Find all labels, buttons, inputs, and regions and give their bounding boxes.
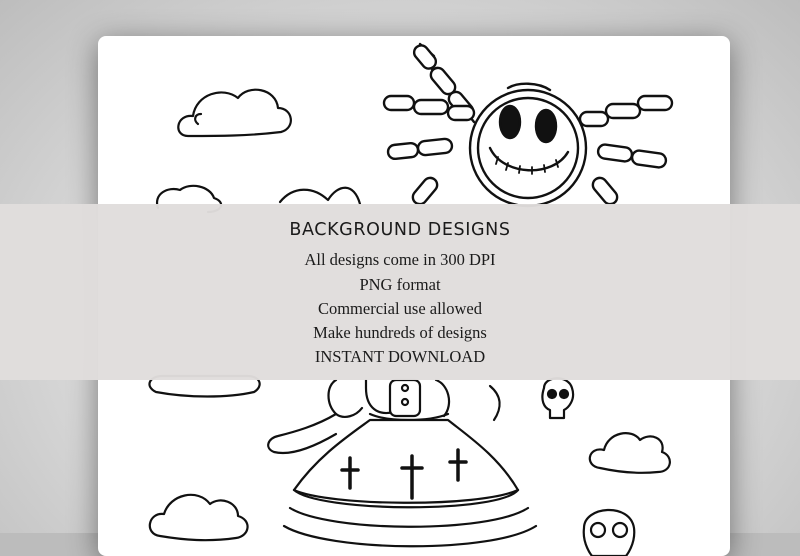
banner-line-format: PNG format [359,275,441,294]
info-banner [0,204,800,380]
banner-line-designs: Make hundreds of designs [313,323,487,342]
banner-line-download: INSTANT DOWNLOAD [314,347,486,366]
cloud-icon [590,433,670,473]
cloud-icon [178,90,291,136]
banner-line-license: Commercial use allowed [317,299,483,318]
cloud-icon [150,495,248,540]
skull-icon [542,378,573,418]
banner-line-resolution: All designs come in 300 DPI [304,250,496,269]
girl-dress-icon [268,380,536,546]
banner-title: BACKGROUND DESIGNS [289,220,511,240]
spider-icon [384,43,672,207]
bow-icon [280,188,360,204]
